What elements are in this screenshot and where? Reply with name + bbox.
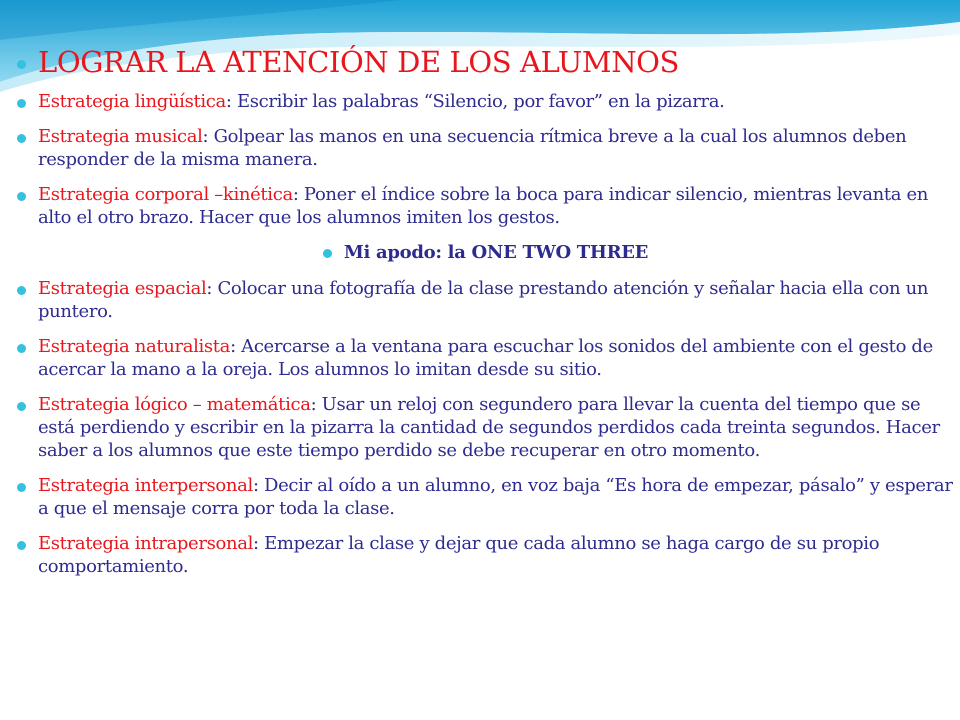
bullet-icon bbox=[17, 286, 26, 295]
slide-content bbox=[14, 46, 954, 590]
nickname-row bbox=[14, 241, 954, 264]
list-item bbox=[14, 183, 954, 229]
list-item bbox=[14, 90, 954, 113]
list-item-text bbox=[38, 278, 928, 322]
list-item-text bbox=[38, 533, 879, 577]
strategy-description: : Poner el índice sobre la boca para indicar silencio, mientras levanta en alto el otro brazo. Hacer que los alumnos imiten los gestos. bbox=[38, 184, 929, 228]
strategy-name: Estrategia corporal –kinética bbox=[38, 184, 293, 205]
strategy-description: : Decir al oído a un alumno, en voz baja “Es hora de empezar, pásalo” y esperar a que el mensaje corra por toda la clase. bbox=[38, 475, 953, 519]
list-item bbox=[14, 393, 954, 462]
list-item-text bbox=[38, 91, 724, 112]
nickname-bullet bbox=[320, 241, 648, 264]
list-item-text bbox=[38, 336, 933, 380]
strategy-list bbox=[14, 90, 954, 578]
list-item-text bbox=[38, 184, 928, 228]
list-item bbox=[14, 125, 954, 171]
strategy-description: : Usar un reloj con segundero para llevar la cuenta del tiempo que se está perdiendo y escribir en la pizarra la cantidad de segundos perdidos cada treinta segundos. Hacer saber a los alumnos que este tiempo perdido se debe recuperar en otro momento. bbox=[38, 394, 940, 461]
strategy-name: Estrategia interpersonal bbox=[38, 475, 253, 496]
bullet-icon bbox=[17, 99, 26, 108]
list-item-text bbox=[38, 475, 953, 519]
list-item-text bbox=[38, 126, 906, 170]
strategy-name: Estrategia musical bbox=[38, 126, 203, 147]
nickname-text: Mi apodo: la ONE TWO THREE bbox=[343, 242, 649, 263]
bullet-icon bbox=[17, 134, 26, 143]
bullet-icon bbox=[17, 541, 26, 550]
bullet-icon bbox=[17, 402, 26, 411]
list-item bbox=[14, 335, 954, 381]
bullet-icon bbox=[17, 60, 26, 69]
strategy-name: Estrategia lingüística bbox=[38, 91, 226, 112]
list-item bbox=[14, 532, 954, 578]
strategy-name: Estrategia lógico – matemática bbox=[38, 394, 311, 415]
title-bullet bbox=[14, 46, 954, 78]
bullet-icon bbox=[17, 344, 26, 353]
bullet-icon bbox=[17, 483, 26, 492]
strategy-description: : Colocar una fotografía de la clase prestando atención y señalar hacia ella con un puntero. bbox=[38, 278, 929, 322]
strategy-description: : Escribir las palabras “Silencio, por favor” en la pizarra. bbox=[225, 91, 725, 112]
strategy-name: Estrategia naturalista bbox=[38, 336, 231, 357]
strategy-name: Estrategia intrapersonal bbox=[38, 533, 254, 554]
list-item-text bbox=[38, 394, 940, 461]
bullet-icon bbox=[323, 249, 332, 258]
list-item bbox=[14, 277, 954, 323]
strategy-description: : Golpear las manos en una secuencia rítmica breve a la cual los alumnos deben responder de la misma manera. bbox=[38, 126, 907, 170]
bullet-icon bbox=[17, 192, 26, 201]
strategy-description: : Acercarse a la ventana para escuchar los sonidos del ambiente con el gesto de acercar la mano a la oreja. Los alumnos lo imitan desde su sitio. bbox=[38, 336, 933, 380]
strategy-description: : Empezar la clase y dejar que cada alumno se haga cargo de su propio comportamiento. bbox=[38, 533, 880, 577]
strategy-name: Estrategia espacial bbox=[38, 278, 207, 299]
list-item bbox=[14, 474, 954, 520]
slide-title: LOGRAR LA ATENCIÓN DE LOS ALUMNOS bbox=[38, 45, 680, 79]
